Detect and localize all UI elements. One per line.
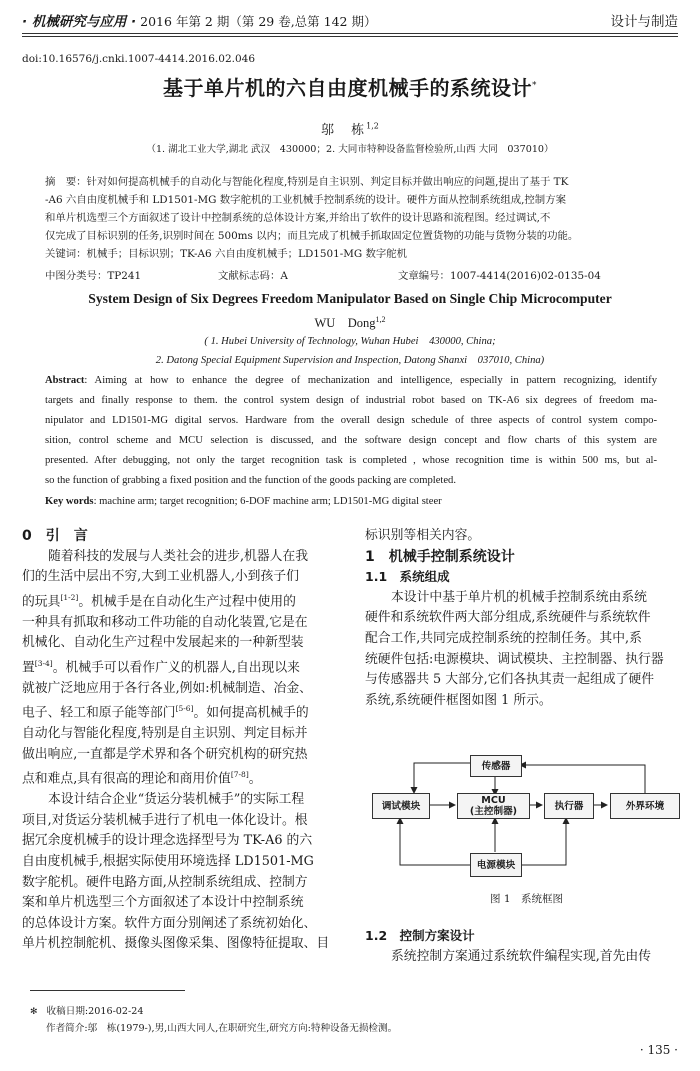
author-bio: 作者简介:邬 栋(1979-),男,山西大同人,在职研究生,研究方向:特种设备无损检测。 <box>46 1023 398 1034</box>
body-line: 统硬件包括:电源模块、调试模块、主控制器、执行器 <box>365 651 664 667</box>
abstract-en-line: presented. After debugging, not only the target recognition task is completed , whose recognition time is within 500 ms, but al- <box>45 455 657 467</box>
section-name: 设计与制造 <box>610 14 678 30</box>
citation: [1-2] <box>60 592 79 602</box>
affiliation-en-1: ( 1. Hubei University of Technology, Wuhan Hubei 430000, China; <box>204 336 496 347</box>
body-line: 们的生活中层出不穷,大到工业机器人,小到孩子们 <box>22 569 299 585</box>
paper-title-cn: 基于单片机的六自由度机械手的系统设计* <box>163 76 537 100</box>
citation: [5-6] <box>175 704 194 714</box>
environment-block: 外界环境 <box>610 793 680 819</box>
arrow-power-actuator <box>520 818 566 865</box>
body-line: 置[3-4]。机械手可以看作广义的机器人,自出现以来 <box>22 658 300 676</box>
section-heading-1: 1 机械手控制系统设计 <box>365 548 515 565</box>
header-rule-thin <box>22 36 678 37</box>
arrow-sensor-debug <box>414 763 470 793</box>
section-heading-intro: 0 引 言 <box>22 528 88 544</box>
body-line: 自动化与智能化程度,特别是自主识别、判定目标并 <box>22 726 308 742</box>
figure-system-diagram <box>370 755 682 885</box>
body-line: 的玩具[1-2]。机械手是在自动化生产过程中使用的 <box>22 592 296 610</box>
body-line: 本设计中基于单片机的机械手控制系统由系统 <box>391 589 647 605</box>
article-number: 文章编号：1007-4414(2016)02-0135-04 <box>398 270 601 282</box>
keywords-en: Key words: machine arm; target recognition; 6-DOF machine arm; LD1501-MG digital steer <box>45 495 442 507</box>
abstract-en-line: Abstract: Aiming at how to enhance the degree of mechanization and intelligence, especially in pattern recognizing, identify <box>45 375 657 386</box>
arrow-power-debug <box>400 818 470 865</box>
mcu-block: MCU (主控制器) <box>457 793 530 819</box>
abstract-cn <box>45 173 657 263</box>
body-line: 机械化、自动化生产过程中发展起来的一种新型装 <box>22 635 304 651</box>
body-line: 一种具有抓取和移动工件功能的自动化装置,它是在 <box>22 614 308 630</box>
body-line: 本设计结合企业“货运分装机械手”的实际工程 <box>48 792 305 808</box>
body-line: 点和难点,具有很高的理论和商用价值[7-8]。 <box>22 770 262 787</box>
received-date: ✻ 收稿日期:2016-02-24 <box>30 1006 144 1017</box>
running-header-left <box>22 10 376 30</box>
clc-number: 中图分类号：TP241 <box>45 270 142 282</box>
right-column-continued <box>365 926 683 967</box>
body-line: 数字舵机。硬件电路方面,从控制系统组成、控制方 <box>22 874 308 890</box>
keywords-cn: 关键词：机械手；目标识别；TK-A6 六自由度机械手；LD1501-MG 数字舵机 <box>45 248 408 260</box>
affiliation-cn: （1. 湖北工业大学,湖北 武汉 430000；2. 大同市特种设备监督检验所,山西 大同 037010） <box>146 144 554 155</box>
body-line: 系统控制方案通过系统软件编程实现,首先由传 <box>391 948 652 964</box>
paper-title-en: System Design of Six Degrees Freedom Manipulator Based on Single Chip Microcomputer <box>88 291 612 306</box>
body-line: 电子、轻工和原子能等部门[5-6]。如何提高机械手的 <box>22 704 309 721</box>
body-line: 自由度机械手,根据实际使用环境选择 LD1501-MG <box>22 853 314 869</box>
abstract-cn-line: 摘 要：针对如何提高机械手的自动化与智能化程度,特别是自主识别、判定目标并做出响应的问题,提出了基于 TK <box>45 176 569 188</box>
debug-module-block: 调试模块 <box>372 793 430 819</box>
body-line: 配合工作,共同完成控制系统的控制任务。其中,系 <box>365 630 642 646</box>
doi: doi:10.16576/j.cnki.1007-4414.2016.02.046 <box>22 53 255 65</box>
page-number: · 135 · <box>639 1043 678 1057</box>
body-line: 据冗余度机械手的设计理念选择型号为 TK-A6 的六 <box>22 833 313 849</box>
document-code: 文献标志码：A <box>218 270 288 282</box>
abstract-en <box>45 371 657 512</box>
power-module-block: 电源模块 <box>470 853 522 877</box>
footnote-rule <box>30 990 185 991</box>
diagram-connectors <box>370 755 682 885</box>
author-en: WU Dong$^{1,2}$ <box>314 314 386 330</box>
author-cn: 邬 栋$^{1,2}$ <box>321 121 379 138</box>
body-line: 案和单片机选型三个方面叙述了本设计中控制系统 <box>22 895 304 911</box>
body-line: 单片机控制舵机、摄像头图像采集、图像特征提取、目 <box>22 936 330 952</box>
journal-name: · 机械研究与应用 · <box>22 14 137 30</box>
body-line: 就被广泛地应用于各行各业,例如:机械制造、冶金、 <box>22 680 312 696</box>
citation: [7-8] <box>230 770 249 780</box>
subsection-heading-1-2: 1.2 控制方案设计 <box>365 928 475 943</box>
body-line: 的总体设计方案。软件方面分别阐述了系统初始化、 <box>22 915 317 931</box>
body-line: 标识别等相关内容。 <box>365 528 481 543</box>
header-rule <box>22 33 678 34</box>
body-line: 做出响应,一直都是学术界和各个研究机构的研究热 <box>22 746 308 762</box>
body-line: 与传感器共 5 大部分,它们各执其责一起组成了硬件 <box>365 672 655 688</box>
sensor-block: 传感器 <box>470 755 522 777</box>
abstract-en-line: targets and finally response to them. the control system design of industrial robot based on TK-A6 six degrees of freedom ma- <box>45 395 657 407</box>
abstract-cn-line: -A6 六自由度机械手和 LD1501-MG 数字舵机的工业机械手控制系统的设计。硬件方面从控制系统组成,控制方案 <box>45 194 566 206</box>
subsection-heading-1-1: 1.1 系统组成 <box>365 569 450 585</box>
affiliation-en-2: 2. Datong Special Equipment Supervision and Inspection, Datong Shanxi 037010, China) <box>155 355 545 366</box>
right-column <box>365 526 683 711</box>
abstract-en-line: nipulator and LD1501-MG digital servos. Hardware from the overall design schedule of three aspects of control system compo- <box>45 415 657 427</box>
figure-caption: 图 1 系统框图 <box>490 893 564 905</box>
body-line: 项目,对货运分装机械手进行了机电一体化设计。根 <box>22 812 308 828</box>
abstract-en-line: so the function of grabbing a fixed position and the function of the goods packing are completed. <box>45 475 456 487</box>
issue-info: 2016 年第 2 期（第 29 卷,总第 142 期） <box>140 14 377 29</box>
body-line: 随着科技的发展与人类社会的进步,机器人在我 <box>48 548 309 564</box>
abstract-en-line: sition, control scheme and MCU selection is discussed, and the software design concept and flow charts of this system are <box>45 435 657 447</box>
abstract-cn-line: 和单片机选型三个方面叙述了设计中控制系统的总体设计方案,并给出了软件的设计思路和流程图。经过调试,不 <box>45 212 551 224</box>
arrow-env-sensor <box>520 765 645 793</box>
body-line: 系统,系统硬件框图如图 1 所示。 <box>365 692 552 708</box>
actuator-block: 执行器 <box>544 793 594 819</box>
body-line: 硬件和系统软件两大部分组成,系统硬件与系统软件 <box>365 610 651 626</box>
citation: [3-4] <box>34 658 53 668</box>
abstract-label: Abstract <box>45 375 85 386</box>
left-column <box>22 526 340 955</box>
keywords-label: Key words <box>45 495 94 507</box>
abstract-cn-line: 仅完成了目标识别的任务,识别时间在 500ms 以内；而且完成了机械手抓取固定位置货物的功能与货物分装的功能。 <box>45 230 579 242</box>
